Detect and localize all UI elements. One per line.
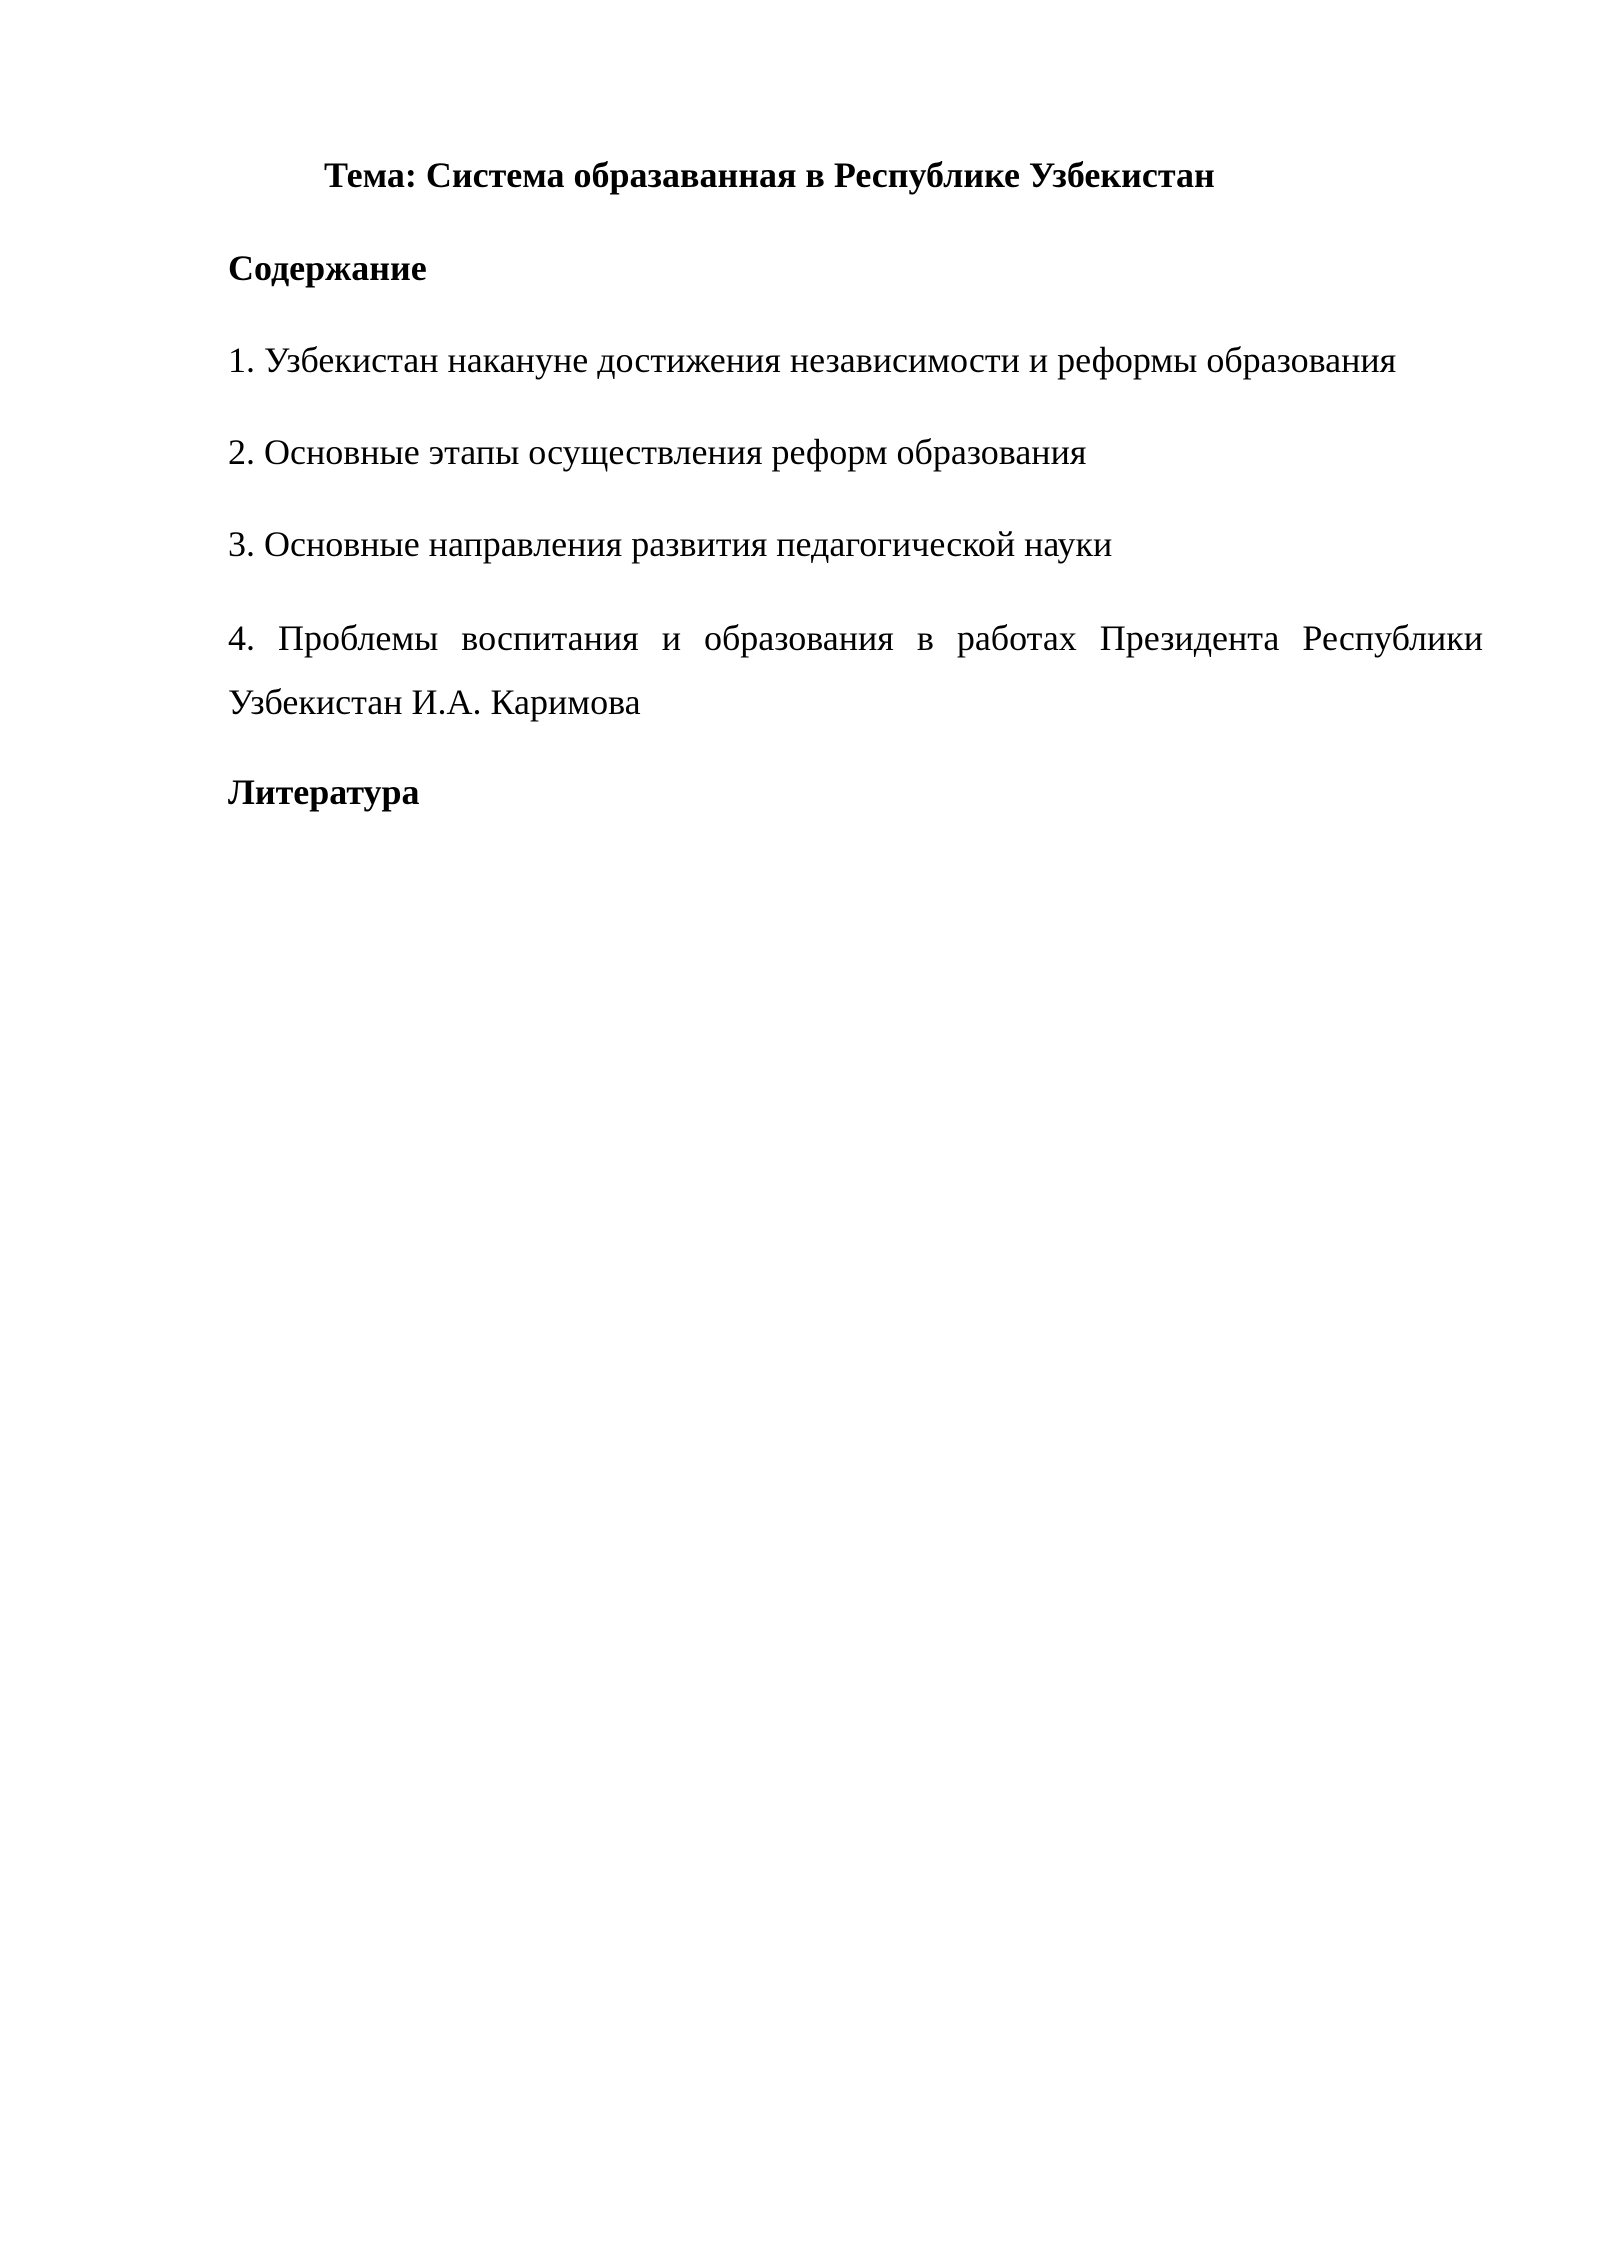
toc-item: 3. Основные направления развития педагогической науки [228, 524, 1113, 564]
contents-heading: Содержание [228, 248, 427, 288]
literature-heading: Литература [228, 772, 420, 812]
toc-item: 4. Проблемы воспитания и образования в работах Президента Республики Узбекистан И.А. Каримова [228, 618, 1483, 722]
document-title: Тема: Система образаванная в Республике Узбекистан [324, 155, 1215, 195]
toc-item: 2. Основные этапы осуществления реформ образования [228, 432, 1087, 472]
toc-item: 1. Узбекистан накануне достижения независимости и реформы образования [228, 340, 1397, 380]
